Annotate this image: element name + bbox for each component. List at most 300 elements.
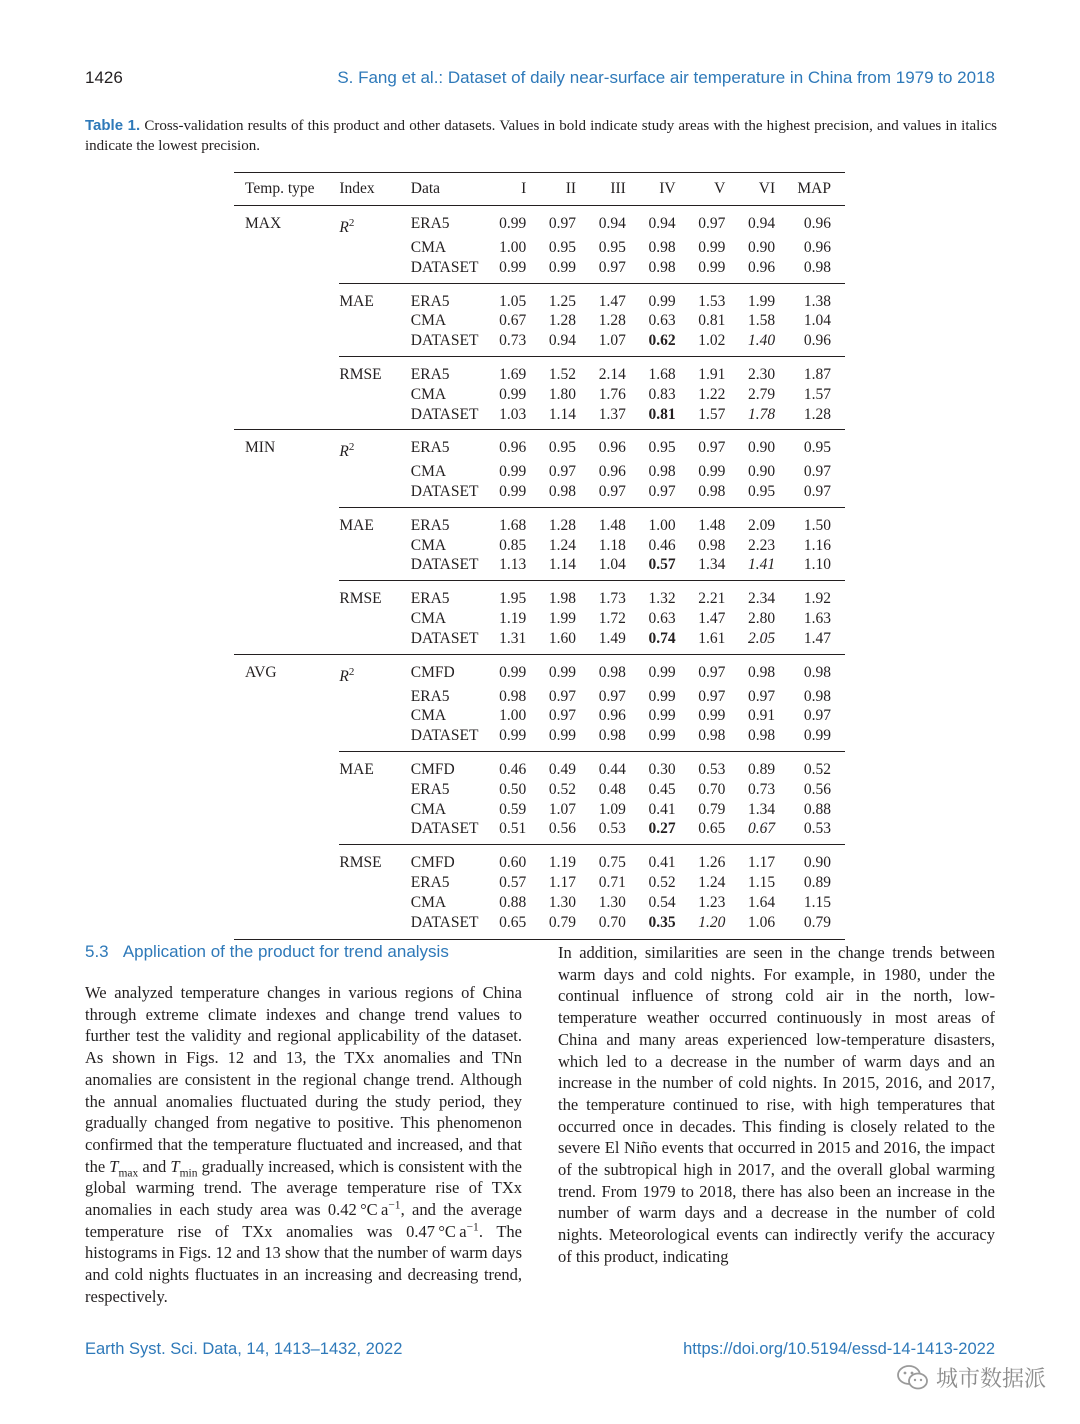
table-row <box>234 581 845 609</box>
temp-type-cell <box>234 283 339 311</box>
value-cell: 0.96 <box>490 430 540 462</box>
index-cell <box>339 819 404 844</box>
value-cell: 0.52 <box>789 752 845 780</box>
math-var: T <box>109 1156 119 1176</box>
value-cell: 0.99 <box>490 654 540 686</box>
value-cell: 0.51 <box>499 820 527 838</box>
value-cell: 0.83 <box>648 385 676 403</box>
value-cell: 0.97 <box>803 463 831 481</box>
body-text: , and the average temperature rise of TXx anomalies was 0.47 °C a <box>85 1200 522 1241</box>
value-cell: 1.00 <box>640 507 690 535</box>
value-cell: 0.97 <box>690 430 740 462</box>
value-cell: 0.98 <box>789 654 845 686</box>
temp-type-cell <box>234 629 339 654</box>
col-header: IV <box>640 173 690 206</box>
data-source-cell: DATASET <box>405 913 491 940</box>
value-cell: 1.73 <box>590 581 640 609</box>
value-cell: 0.48 <box>598 780 626 798</box>
math-sub: max <box>118 1166 139 1179</box>
footer-doi-link[interactable]: https://doi.org/10.5194/essd-14-1413-2022 <box>683 1340 995 1358</box>
value-cell: 0.81 <box>698 312 726 330</box>
value-cell: 0.98 <box>548 483 577 501</box>
data-source-cell: ERA5 <box>410 215 450 232</box>
temp-type-cell <box>234 581 339 609</box>
col-header: Temp. type <box>234 173 339 206</box>
index-superscript: 2 <box>348 441 355 454</box>
table-row <box>234 654 845 686</box>
temp-type-cell <box>234 845 339 873</box>
table-caption-label: Table 1. <box>85 117 141 134</box>
table-row <box>234 845 845 873</box>
value-cell: 1.28 <box>803 405 831 423</box>
value-cell: 1.32 <box>640 581 690 609</box>
value-cell: 0.46 <box>490 752 540 780</box>
value-cell: 0.99 <box>803 727 831 745</box>
value-cell: 0.96 <box>803 238 831 256</box>
value-cell: 0.95 <box>598 238 626 256</box>
page-number: 1426 <box>85 68 123 87</box>
temp-type-cell <box>234 385 339 405</box>
value-cell: 0.98 <box>648 238 676 256</box>
value-cell: 1.30 <box>598 893 626 911</box>
math-sup: −1 <box>388 1199 401 1212</box>
value-cell: 1.06 <box>739 913 789 940</box>
data-source-cell: ERA5 <box>410 780 450 798</box>
data-source-cell: ERA5 <box>405 581 491 609</box>
value-cell: 0.88 <box>499 893 527 911</box>
value-cell: 1.63 <box>803 610 831 628</box>
table-row <box>234 687 845 707</box>
table-row <box>234 258 845 283</box>
value-cell: 0.57 <box>648 556 676 574</box>
value-cell: 0.98 <box>803 687 831 705</box>
value-cell: 1.28 <box>540 507 590 535</box>
value-cell: 0.98 <box>598 727 626 745</box>
section-heading <box>85 942 449 962</box>
value-cell: 0.99 <box>640 654 690 686</box>
value-cell: 1.76 <box>598 385 626 403</box>
col-header: V <box>690 173 740 206</box>
index-cell <box>339 555 404 580</box>
value-cell: 0.96 <box>803 332 831 350</box>
value-cell: 0.99 <box>698 463 726 481</box>
index-cell <box>339 385 404 405</box>
value-cell: 0.79 <box>698 800 726 818</box>
value-cell: 1.69 <box>490 356 540 384</box>
value-cell: 0.70 <box>698 780 726 798</box>
data-source-cell: ERA5 <box>405 283 491 311</box>
value-cell: 0.97 <box>698 215 726 232</box>
index-cell <box>339 311 404 331</box>
data-source-cell: ERA5 <box>405 507 491 535</box>
table-row <box>234 206 845 238</box>
value-cell: 0.99 <box>648 687 676 705</box>
value-cell: 0.96 <box>598 463 626 481</box>
data-source-cell: DATASET <box>410 405 479 423</box>
value-cell: 1.14 <box>548 556 577 574</box>
value-cell: 1.60 <box>548 629 577 647</box>
table-row <box>234 706 845 726</box>
value-cell: 0.81 <box>648 405 676 423</box>
index-cell: RMSE <box>339 845 404 873</box>
col-header: III <box>590 173 640 206</box>
index-cell <box>339 536 404 556</box>
table-row <box>234 462 845 482</box>
value-cell: 0.63 <box>648 610 676 628</box>
value-cell: 1.03 <box>499 405 527 423</box>
table-header-row <box>234 173 845 206</box>
temp-type-cell <box>234 405 339 430</box>
value-cell: 2.80 <box>748 610 776 628</box>
data-source-cell: DATASET <box>410 820 479 838</box>
value-cell: 1.17 <box>739 845 789 873</box>
value-cell: 1.02 <box>698 332 726 350</box>
value-cell: 1.18 <box>598 536 626 554</box>
value-cell: 1.50 <box>789 507 845 535</box>
value-cell: 1.91 <box>690 356 740 384</box>
index-cell <box>339 706 404 726</box>
value-cell: 0.99 <box>698 707 726 725</box>
table-row <box>234 507 845 535</box>
table-row <box>234 780 845 800</box>
value-cell: 0.52 <box>548 780 577 798</box>
math-sub: min <box>179 1166 198 1179</box>
col-header: VI <box>739 173 789 206</box>
value-cell: 1.31 <box>499 629 527 647</box>
value-cell: 0.98 <box>748 727 776 745</box>
value-cell: 0.98 <box>698 483 726 501</box>
table-row <box>234 819 845 844</box>
value-cell: 0.90 <box>748 463 776 481</box>
data-source-cell: CMA <box>410 893 447 911</box>
temp-type-cell <box>234 752 339 780</box>
value-cell: 2.79 <box>748 385 776 403</box>
value-cell: 1.20 <box>690 913 740 940</box>
value-cell: 1.09 <box>598 800 626 818</box>
value-cell: 1.00 <box>499 238 527 256</box>
value-cell: 1.28 <box>598 312 626 330</box>
value-cell: 0.44 <box>590 752 640 780</box>
value-cell: 0.98 <box>648 258 676 276</box>
value-cell: 0.90 <box>789 845 845 873</box>
table-row <box>234 430 845 462</box>
temp-type-cell <box>234 258 339 283</box>
value-cell: 1.10 <box>803 556 831 574</box>
index-cell <box>339 430 404 462</box>
value-cell: 1.04 <box>803 312 831 330</box>
math-var: T <box>170 1156 180 1176</box>
temp-type-cell <box>234 238 339 258</box>
data-source-cell: CMFD <box>405 845 491 873</box>
value-cell: 1.47 <box>803 629 831 647</box>
col-header: MAP <box>789 173 845 206</box>
value-cell: 0.46 <box>648 536 676 554</box>
index-cell: MAE <box>339 752 404 780</box>
value-cell: 0.53 <box>803 820 831 838</box>
value-cell: 2.34 <box>739 581 789 609</box>
value-cell: 0.56 <box>803 780 831 798</box>
body-text: . The histograms in Figs. 12 and 13 show that the number of warm days and cold nights fluctuates in an increasing and decreasing trend, respectively. <box>85 1221 523 1306</box>
value-cell: 1.78 <box>748 405 776 423</box>
value-cell: 1.07 <box>548 800 577 818</box>
body-text: gradually increased, which is consistent with the global warming trend. The average temperature rise of TXx anomalies in each study area was 0.42 °C a <box>85 1156 522 1220</box>
value-cell: 1.16 <box>803 536 831 554</box>
value-cell: 0.98 <box>499 687 527 705</box>
value-cell: 1.24 <box>548 536 577 554</box>
value-cell: 0.95 <box>640 430 690 462</box>
value-cell: 0.96 <box>590 430 640 462</box>
temp-type-cell <box>234 356 339 384</box>
index-cell <box>339 873 404 893</box>
data-source-cell: ERA5 <box>405 356 491 384</box>
value-cell: 1.00 <box>499 707 527 725</box>
value-cell: 0.99 <box>548 258 577 276</box>
value-cell: 0.57 <box>499 873 527 891</box>
temp-type-cell <box>234 311 339 331</box>
index-cell <box>339 726 404 751</box>
table-caption <box>85 116 997 156</box>
value-cell: 0.99 <box>499 727 527 745</box>
index-cell <box>339 482 404 507</box>
value-cell: 0.74 <box>648 629 676 647</box>
data-source-cell: CMFD <box>405 752 491 780</box>
body-column-left <box>85 982 522 1308</box>
value-cell: 0.97 <box>698 687 726 705</box>
table-row <box>234 726 845 751</box>
value-cell: 1.41 <box>748 556 776 574</box>
value-cell: 0.62 <box>648 332 676 350</box>
table-row <box>234 356 845 384</box>
table-row <box>234 609 845 629</box>
value-cell: 0.97 <box>548 707 577 725</box>
value-cell: 1.19 <box>540 845 590 873</box>
value-cell: 0.73 <box>499 332 527 350</box>
value-cell: 1.40 <box>748 332 776 350</box>
temp-type-cell: AVG <box>234 654 339 686</box>
index-cell <box>339 258 404 283</box>
temp-type-cell <box>234 800 339 820</box>
value-cell: 0.99 <box>648 707 676 725</box>
value-cell: 1.61 <box>698 629 726 647</box>
value-cell: 2.21 <box>690 581 740 609</box>
data-source-cell: CMFD <box>405 654 491 686</box>
value-cell: 0.41 <box>648 800 676 818</box>
data-source-cell: CMA <box>410 536 447 554</box>
value-cell: 0.56 <box>548 820 577 838</box>
value-cell: 0.71 <box>598 873 626 891</box>
value-cell: 1.48 <box>590 507 640 535</box>
value-cell: 1.23 <box>698 893 726 911</box>
value-cell: 0.99 <box>499 463 527 481</box>
results-table <box>234 172 845 940</box>
value-cell: 1.68 <box>640 356 690 384</box>
value-cell: 1.92 <box>789 581 845 609</box>
value-cell: 1.25 <box>540 283 590 311</box>
value-cell: 0.85 <box>499 536 527 554</box>
value-cell: 0.65 <box>698 820 726 838</box>
temp-type-cell <box>234 687 339 707</box>
value-cell: 2.09 <box>739 507 789 535</box>
value-cell: 1.24 <box>698 873 726 891</box>
value-cell: 0.97 <box>648 483 676 501</box>
temp-type-cell <box>234 609 339 629</box>
value-cell: 0.94 <box>548 332 577 350</box>
value-cell: 0.98 <box>803 258 831 276</box>
value-cell: 0.27 <box>648 820 676 838</box>
value-cell: 0.99 <box>540 654 590 686</box>
temp-type-cell <box>234 331 339 356</box>
table-row <box>234 283 845 311</box>
index-cell: RMSE <box>339 581 404 609</box>
value-cell: 0.97 <box>690 654 740 686</box>
value-cell: 0.94 <box>648 215 676 232</box>
index-symbol: R <box>339 443 349 461</box>
value-cell: 0.50 <box>499 780 527 798</box>
value-cell: 1.72 <box>598 610 626 628</box>
index-cell <box>339 800 404 820</box>
value-cell: 0.49 <box>540 752 590 780</box>
data-source-cell: CMA <box>410 385 447 403</box>
value-cell: 2.23 <box>748 536 776 554</box>
value-cell: 0.94 <box>748 215 776 232</box>
value-cell: 0.99 <box>499 215 527 232</box>
temp-type-cell: MAX <box>245 215 282 232</box>
value-cell: 0.99 <box>698 258 726 276</box>
data-source-cell: ERA5 <box>405 430 491 462</box>
value-cell: 0.99 <box>640 283 690 311</box>
value-cell: 0.79 <box>540 913 590 940</box>
index-cell <box>339 629 404 654</box>
value-cell: 0.52 <box>648 873 676 891</box>
value-cell: 1.48 <box>690 507 740 535</box>
index-cell <box>339 206 404 238</box>
data-source-cell: CMA <box>410 463 447 481</box>
index-cell: MAE <box>339 507 404 535</box>
table-row <box>234 873 845 893</box>
value-cell: 0.95 <box>748 483 776 501</box>
value-cell: 1.53 <box>690 283 740 311</box>
value-cell: 1.14 <box>548 405 577 423</box>
index-cell: RMSE <box>339 356 404 384</box>
index-cell <box>339 462 404 482</box>
section-title: Application of the product for trend analysis <box>122 942 449 961</box>
value-cell: 0.97 <box>548 215 577 232</box>
value-cell: 1.80 <box>548 385 577 403</box>
value-cell: 1.87 <box>789 356 845 384</box>
index-cell <box>339 238 404 258</box>
value-cell: 0.97 <box>598 483 626 501</box>
index-symbol: R <box>339 667 349 685</box>
value-cell: 1.34 <box>748 800 776 818</box>
index-superscript: 2 <box>348 217 355 229</box>
data-source-cell: DATASET <box>410 629 479 647</box>
value-cell: 0.99 <box>499 258 527 276</box>
value-cell: 1.37 <box>598 405 626 423</box>
table-row <box>234 893 845 913</box>
data-source-cell: CMA <box>410 707 447 725</box>
temp-type-cell <box>234 482 339 507</box>
value-cell: 1.05 <box>490 283 540 311</box>
value-cell: 0.65 <box>490 913 540 940</box>
table-row <box>234 913 845 940</box>
col-header: Data <box>405 173 491 206</box>
index-cell <box>339 609 404 629</box>
value-cell: 1.17 <box>548 873 577 891</box>
index-cell <box>339 331 404 356</box>
data-source-cell: DATASET <box>410 556 479 574</box>
value-cell: 1.13 <box>499 556 527 574</box>
value-cell: 0.99 <box>499 385 527 403</box>
data-source-cell: CMA <box>410 610 447 628</box>
temp-type-cell <box>234 726 339 751</box>
value-cell: 1.15 <box>803 893 831 911</box>
value-cell: 0.75 <box>590 845 640 873</box>
value-cell: 1.04 <box>598 556 626 574</box>
data-source-cell: CMA <box>410 238 447 256</box>
temp-type-cell <box>234 462 339 482</box>
value-cell: 0.30 <box>640 752 690 780</box>
value-cell: 1.22 <box>698 385 726 403</box>
value-cell: 1.28 <box>548 312 577 330</box>
value-cell: 0.95 <box>548 238 577 256</box>
data-source-cell: DATASET <box>410 483 479 501</box>
table-row <box>234 629 845 654</box>
watermark-text: 城市数据派 <box>935 1366 1046 1391</box>
value-cell: 1.30 <box>548 893 577 911</box>
value-cell: 1.99 <box>548 610 577 628</box>
value-cell: 1.19 <box>499 610 527 628</box>
table-row <box>234 331 845 356</box>
index-cell <box>339 913 404 940</box>
value-cell: 0.98 <box>590 654 640 686</box>
col-header: I <box>490 173 540 206</box>
value-cell: 0.79 <box>789 913 845 940</box>
table-row <box>234 536 845 556</box>
value-cell: 0.41 <box>640 845 690 873</box>
value-cell: 0.96 <box>598 707 626 725</box>
table-caption-text: Cross-validation results of this product and other datasets. Values in bold indicate study areas with the highest precision, and values in italics indicate the lowest precision. <box>85 118 997 154</box>
value-cell: 0.97 <box>548 687 577 705</box>
value-cell: 0.90 <box>739 430 789 462</box>
value-cell: 1.52 <box>540 356 590 384</box>
value-cell: 0.53 <box>690 752 740 780</box>
temp-type-cell: MIN <box>234 430 339 462</box>
value-cell: 0.89 <box>739 752 789 780</box>
data-source-cell: DATASET <box>410 727 479 745</box>
value-cell: 0.95 <box>540 430 590 462</box>
table-row <box>234 482 845 507</box>
temp-type-cell <box>234 893 339 913</box>
math-sup: −1 <box>466 1221 479 1234</box>
value-cell: 0.97 <box>803 707 831 725</box>
value-cell: 0.98 <box>698 727 726 745</box>
value-cell: 0.99 <box>698 238 726 256</box>
value-cell: 1.07 <box>598 332 626 350</box>
value-cell: 1.57 <box>698 405 726 423</box>
value-cell: 0.90 <box>748 238 776 256</box>
table-row <box>234 311 845 331</box>
value-cell: 1.98 <box>540 581 590 609</box>
value-cell: 0.35 <box>640 913 690 940</box>
value-cell: 0.54 <box>648 893 676 911</box>
temp-type-cell <box>234 819 339 844</box>
value-cell: 1.64 <box>748 893 776 911</box>
watermark <box>896 1362 1046 1393</box>
value-cell: 2.05 <box>748 629 776 647</box>
body-text: We analyzed temperature changes in various regions of China through extreme climate indexes and change trend values to further test the validity and regional applicability of the dataset. As shown in Figs. 12 and 13, the TXx anomalies and TNn anomalies are consistent in the regional change trend. Although the annual anomalies fluctuated during the study period, they gradually changed from negative to positive. This phenomenon confirmed that the temperature fluctuated and increased, and that the <box>85 983 522 1176</box>
data-source-cell: DATASET <box>410 332 479 350</box>
value-cell: 1.47 <box>698 610 726 628</box>
